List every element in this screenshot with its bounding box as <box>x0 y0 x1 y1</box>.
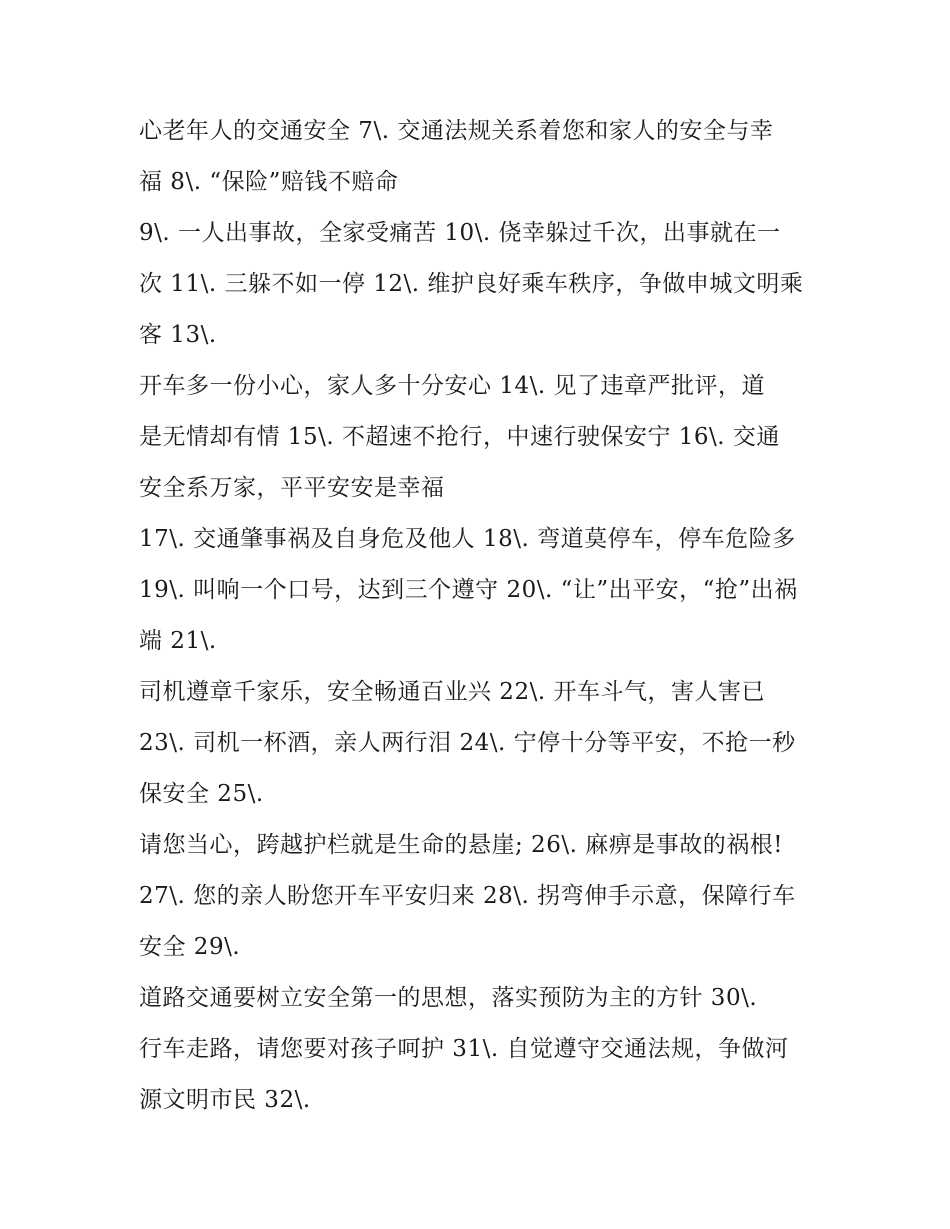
text-line-5: 客 13\. <box>139 322 217 348</box>
text-line-10: 19\. 叫响一个口号，达到三个遵守 20\. “让”出平安，“抢”出祸 <box>139 577 798 603</box>
text-line-16: 27\. 您的亲人盼您开车平安归来 28\. 拐弯伸手示意，保障行车 <box>139 883 796 909</box>
text-line-18: 道路交通要树立安全第一的思想，落实预防为主的方针 30\. <box>139 985 758 1011</box>
text-line-19: 行车走路，请您要对孩子呵护 31\. 自觉遵守交通法规，争做河 <box>139 1036 789 1062</box>
text-line-11: 端 21\. <box>139 628 217 654</box>
text-line-6: 开车多一份小心，家人多十分安心 14\. 见了违章严批评，道 <box>139 373 765 399</box>
text-line-13: 23\. 司机一杯酒，亲人两行泪 24\. 宁停十分等平安，不抢一秒 <box>139 730 796 756</box>
text-line-7: 是无情却有情 15\. 不超速不抢行，中速行驶保安宁 16\. 交通 <box>139 424 780 450</box>
text-line-4: 次 11\. 三躲不如一停 12\. 维护良好乘车秩序，争做申城文明乘 <box>139 271 804 297</box>
text-line-8: 安全系万家，平平安安是幸福 <box>139 475 445 501</box>
text-line-20: 源文明市民 32\. <box>139 1087 311 1113</box>
text-line-15: 请您当心，跨越护栏就是生命的悬崖; 26\. 麻痹是事故的祸根! <box>139 832 783 858</box>
text-line-2: 福 8\. “保险”赔钱不赔命 <box>139 169 399 195</box>
text-line-3: 9\. 一人出事故，全家受痛苦 10\. 侥幸躲过千次，出事就在一 <box>139 220 781 246</box>
text-line-12: 司机遵章千家乐，安全畅通百业兴 22\. 开车斗气，害人害已 <box>139 679 765 705</box>
document-body-text <box>139 106 819 1126</box>
text-line-14: 保安全 25\. <box>139 781 264 807</box>
text-line-1: 心老年人的交通安全 7\. 交通法规关系着您和家人的安全与幸 <box>139 118 774 144</box>
text-line-17: 安全 29\. <box>139 934 241 960</box>
text-line-9: 17\. 交通肇事祸及自身危及他人 18\. 弯道莫停车，停车危险多 <box>139 526 796 552</box>
